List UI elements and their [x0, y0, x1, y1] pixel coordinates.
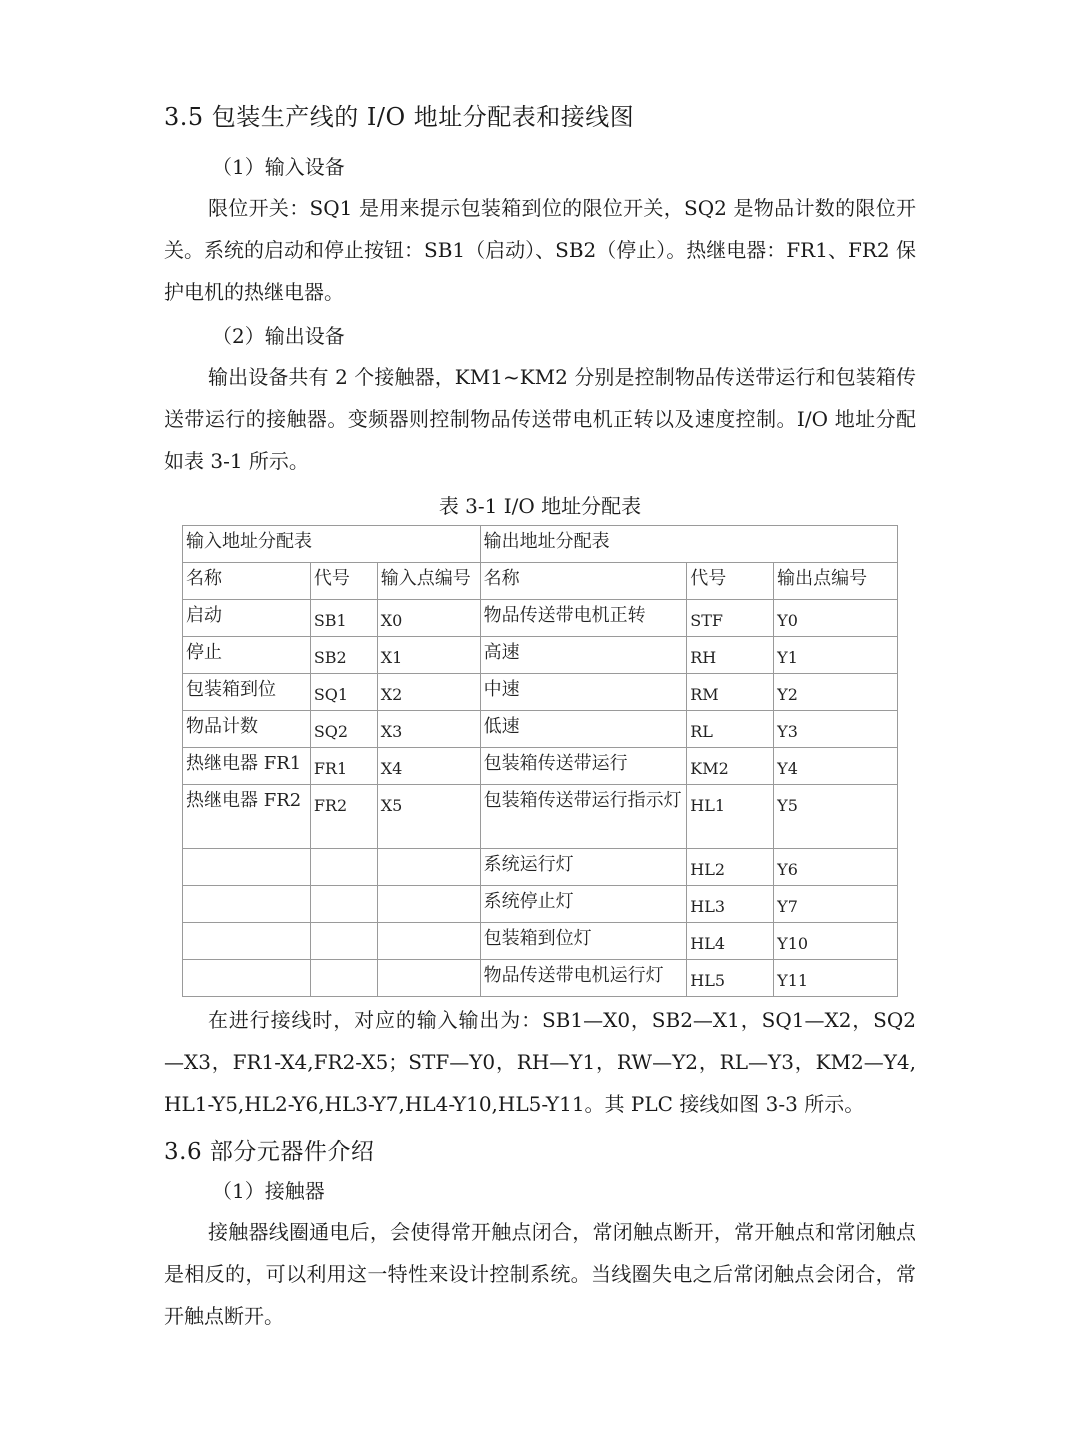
table-cell: Y7	[774, 886, 898, 923]
table-row	[183, 711, 898, 748]
table-cell: Y11	[774, 960, 898, 997]
table-cell: Y1	[774, 637, 898, 674]
table-cell: 系统运行灯	[480, 849, 687, 886]
table-cell: 热继电器 FR2	[183, 785, 311, 849]
paragraph-input-devices: 限位开关：SQ1 是用来提示包装箱到位的限位开关，SQ2 是物品计数的限位开关。系统的启动和停止按钮：SB1（启动）、SB2（停止）。热继电器：FR1、FR2 保护电机的热继电器。	[164, 196, 916, 304]
table-row	[183, 748, 898, 785]
table-cell	[377, 886, 480, 923]
table-cell: HL3	[687, 886, 774, 923]
column-header: 名称	[183, 563, 311, 600]
table-row	[183, 600, 898, 637]
table-cell: SQ2	[310, 711, 377, 748]
table-cell: 低速	[480, 711, 687, 748]
subheading-input-devices: （1）输入设备	[212, 155, 345, 179]
table-row	[183, 674, 898, 711]
table-cell: RM	[687, 674, 774, 711]
table-cell: 物品传送带电机正转	[480, 600, 687, 637]
table-cell: Y3	[774, 711, 898, 748]
output-table-header: 输出地址分配表	[480, 526, 897, 563]
table-row	[183, 637, 898, 674]
table-cell: Y0	[774, 600, 898, 637]
table-cell: SQ1	[310, 674, 377, 711]
table-cell: X5	[377, 785, 480, 849]
table-cell: FR2	[310, 785, 377, 849]
table-cell	[183, 849, 311, 886]
table-row	[183, 785, 898, 849]
table-cell: KM2	[687, 748, 774, 785]
table-cell	[310, 849, 377, 886]
table-cell: 包装箱传送带运行指示灯	[480, 785, 687, 849]
subheading-contactor: （1）接触器	[212, 1179, 325, 1203]
table-cell: X3	[377, 711, 480, 748]
table-column-header-row	[183, 563, 898, 600]
table-cell: X2	[377, 674, 480, 711]
table-cell: Y10	[774, 923, 898, 960]
table-row	[183, 960, 898, 997]
table-caption: 表 3-1 I/O 地址分配表	[438, 494, 642, 518]
table-cell: HL5	[687, 960, 774, 997]
table-cell: 高速	[480, 637, 687, 674]
table-cell: X1	[377, 637, 480, 674]
section-3-6-title: 3.6 部分元器件介绍	[164, 1139, 375, 1165]
table-cell: Y5	[774, 785, 898, 849]
table-cell: RH	[687, 637, 774, 674]
column-header: 名称	[480, 563, 687, 600]
table-cell: X0	[377, 600, 480, 637]
table-cell: Y6	[774, 849, 898, 886]
table-cell	[183, 886, 311, 923]
table-cell: 中速	[480, 674, 687, 711]
table-cell: 热继电器 FR1	[183, 748, 311, 785]
column-header: 输入点编号	[377, 563, 480, 600]
paragraph-contactor: 接触器线圈通电后，会使得常开触点闭合，常闭触点断开，常开触点和常闭触点是相反的，可以利用这一特性来设计控制系统。当线圈失电之后常闭触点会闭合，常开触点断开。	[164, 1220, 916, 1328]
section-3-5-title: 3.5 包装生产线的 I/O 地址分配表和接线图	[164, 103, 635, 131]
table-cell: 停止	[183, 637, 311, 674]
subheading-output-devices: （2）输出设备	[212, 324, 345, 348]
table-cell	[310, 960, 377, 997]
table-cell: 包装箱到位	[183, 674, 311, 711]
column-header: 代号	[310, 563, 377, 600]
table-cell: 包装箱到位灯	[480, 923, 687, 960]
table-cell: 物品传送带电机运行灯	[480, 960, 687, 997]
table-cell: STF	[687, 600, 774, 637]
table-cell: Y4	[774, 748, 898, 785]
paragraph-wiring: 在进行接线时，对应的输入输出为：SB1—X0，SB2—X1，SQ1—X2，SQ2—X3，FR1-X4,FR2-X5；STF—Y0，RH—Y1，RW—Y2，RL—Y3，KM2—Y4,HL1-Y5,HL2-Y6,HL3-Y7,HL4-Y10,HL5-Y11。其 PLC 接线如图 3-3 所示。	[164, 1008, 916, 1116]
table-cell: 启动	[183, 600, 311, 637]
table-cell: FR1	[310, 748, 377, 785]
column-header: 代号	[687, 563, 774, 600]
table-cell: HL2	[687, 849, 774, 886]
table-cell	[183, 960, 311, 997]
table-cell: 包装箱传送带运行	[480, 748, 687, 785]
table-cell: 物品计数	[183, 711, 311, 748]
table-cell	[310, 886, 377, 923]
input-table-header: 输入地址分配表	[183, 526, 481, 563]
table-cell: HL4	[687, 923, 774, 960]
table-cell	[377, 849, 480, 886]
table-cell	[377, 960, 480, 997]
table-row	[183, 849, 898, 886]
paragraph-output-devices: 输出设备共有 2 个接触器，KM1~KM2 分别是控制物品传送带运行和包装箱传送带运行的接触器。变频器则控制物品传送带电机正转以及速度控制。I/O 地址分配如表 3-1 所示。	[164, 365, 916, 473]
column-header: 输出点编号	[774, 563, 898, 600]
table-cell	[183, 923, 311, 960]
io-address-table	[182, 525, 898, 997]
table-cell	[310, 923, 377, 960]
table-cell	[377, 923, 480, 960]
table-cell: SB1	[310, 600, 377, 637]
table-cell: HL1	[687, 785, 774, 849]
table-cell: Y2	[774, 674, 898, 711]
table-cell: X4	[377, 748, 480, 785]
table-cell: RL	[687, 711, 774, 748]
table-cell: SB2	[310, 637, 377, 674]
table-cell: 系统停止灯	[480, 886, 687, 923]
table-row	[183, 886, 898, 923]
table-row	[183, 923, 898, 960]
table-group-header-row	[183, 526, 898, 563]
